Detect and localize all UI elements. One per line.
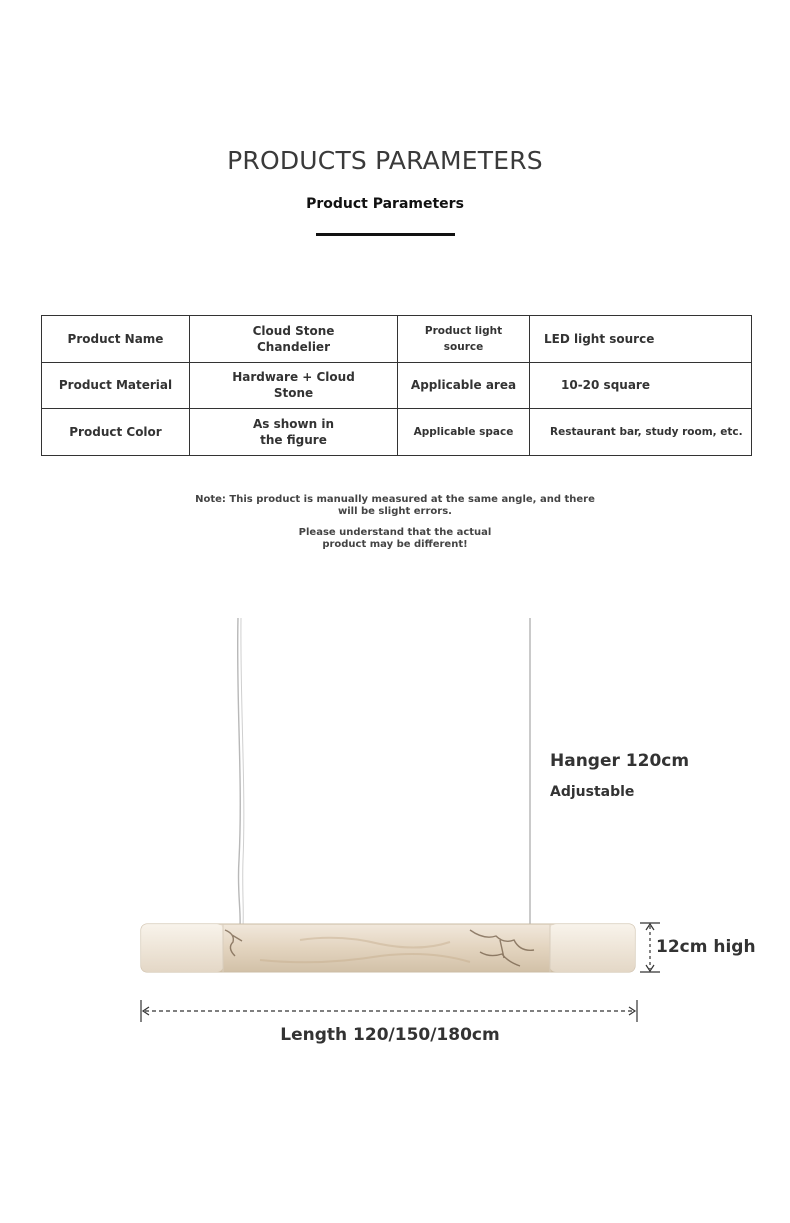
param-value: 10-20 square (530, 362, 752, 409)
lamp-dimension-diagram (0, 600, 790, 1060)
param-label: Product Color (42, 409, 190, 456)
param-value: LED light source (530, 316, 752, 363)
length-dimension (141, 1000, 637, 1022)
difference-note (0, 527, 790, 551)
param-label: Product light source (398, 316, 530, 363)
section-title: PRODUCTS PARAMETERS (227, 146, 543, 175)
table-row (42, 316, 752, 363)
length-label: Length 120/150/180cm (280, 1025, 500, 1045)
title-underline (316, 233, 455, 236)
parameters-table (41, 315, 752, 456)
table-row (42, 409, 752, 456)
param-value: Cloud Stone Chandelier (190, 316, 398, 363)
param-value: Hardware + Cloud Stone (190, 362, 398, 409)
hanger-cables (238, 618, 530, 926)
measurement-note (0, 494, 790, 518)
param-label: Product Name (42, 316, 190, 363)
height-label: 12cm high (656, 937, 756, 957)
param-value: As shown in the figure (190, 409, 398, 456)
param-label: Applicable area (398, 362, 530, 409)
param-label: Product Material (42, 362, 190, 409)
param-label: Applicable space (398, 409, 530, 456)
table-row (42, 362, 752, 409)
hanger-length-label: Hanger 120cm (550, 751, 690, 771)
section-subtitle: Product Parameters (306, 196, 464, 212)
note-text: Please understand that the actual product may be different! (298, 527, 492, 550)
adjustable-label: Adjustable (550, 784, 635, 800)
param-value: Restaurant bar, study room, etc. (530, 409, 752, 456)
cloud-stone-lamp (141, 924, 635, 972)
note-text: Note: This product is manually measured at the same angle, and there will be slight errors. (195, 494, 595, 517)
